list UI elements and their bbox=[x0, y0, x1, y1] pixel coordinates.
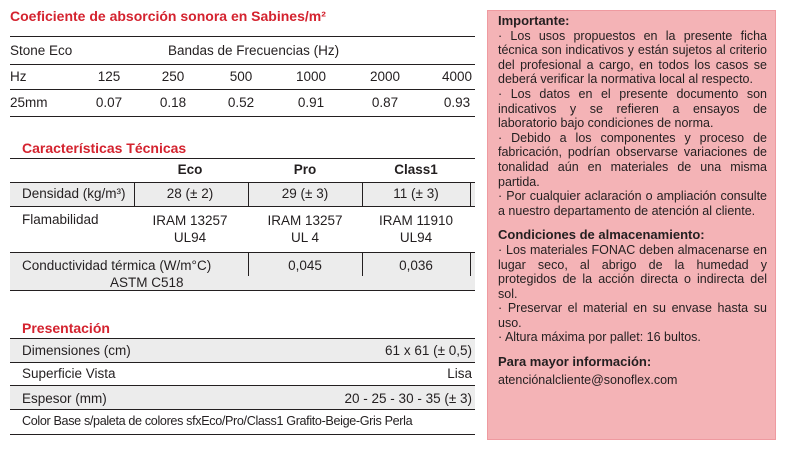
absorption-value: 0.91 bbox=[297, 95, 325, 110]
thickness-label: Espesor (mm) bbox=[22, 391, 107, 406]
conductivity-eco: 0,045 bbox=[288, 258, 322, 273]
important-item: · Debido a los componentes y proceso de fabricación, podrían observarse variaciones de tonalidad aún en materiales de una misma partida. bbox=[498, 130, 767, 189]
divider bbox=[10, 252, 475, 253]
column-header-class1: Class1 bbox=[394, 162, 438, 177]
divider bbox=[10, 409, 475, 410]
frequency-2000: 2000 bbox=[369, 69, 401, 84]
column-separator bbox=[134, 182, 135, 206]
divider bbox=[10, 385, 475, 386]
tech-title: Características Técnicas bbox=[22, 140, 187, 156]
column-separator bbox=[362, 252, 363, 276]
column-separator bbox=[248, 252, 249, 276]
absorption-value: 0.87 bbox=[371, 95, 399, 110]
conductivity-sublabel: ASTM C518 bbox=[110, 275, 184, 290]
divider bbox=[10, 362, 475, 363]
color-base-line: Color Base s/paleta de colores sfxEco/Pro/Class1 Grafito-Beige-Gris Perla bbox=[22, 414, 413, 428]
flammability-eco-line2: UL94 bbox=[173, 230, 207, 245]
divider bbox=[10, 64, 475, 65]
absorption-title: Coeficiente de absorción sonora en Sabines/m² bbox=[10, 8, 326, 24]
divider bbox=[10, 89, 475, 90]
absorption-value: 0.52 bbox=[227, 95, 255, 110]
important-item: · Los usos propuestos en la presente ficha técnica son indicativos y están sujetos al criterio del profesional a cargo, en todos los casos se deberá verificar la normativa local al respecto. bbox=[498, 28, 767, 87]
row-label-25mm: 25mm bbox=[10, 95, 48, 110]
frequency-1000: 1000 bbox=[295, 69, 327, 84]
important-item: · Por cualquier aclaración o ampliación consulte a nuestro departamento de atención al cliente. bbox=[498, 189, 767, 218]
density-pro: 29 (± 3) bbox=[281, 186, 329, 201]
divider bbox=[10, 206, 475, 207]
notes-panel bbox=[487, 10, 776, 440]
conductivity-class1: 0,036 bbox=[399, 258, 433, 273]
absorption-value: 0.07 bbox=[95, 95, 123, 110]
product-label: Stone Eco bbox=[10, 43, 73, 58]
absorption-value: 0.18 bbox=[159, 95, 187, 110]
density-eco: 28 (± 2) bbox=[166, 186, 214, 201]
flammability-class1-line2: UL94 bbox=[399, 230, 433, 245]
column-separator bbox=[362, 182, 363, 206]
divider bbox=[10, 338, 475, 339]
column-separator bbox=[470, 182, 471, 206]
dimensions-value: 61 x 61 (± 0,5) bbox=[385, 343, 472, 358]
divider bbox=[10, 36, 475, 37]
flammability-pro-line2: UL 4 bbox=[290, 230, 319, 245]
divider bbox=[10, 158, 475, 159]
info-title: Para mayor información: bbox=[498, 354, 652, 370]
column-separator bbox=[470, 252, 471, 276]
divider bbox=[10, 182, 475, 183]
surface-label: Superficie Vista bbox=[22, 366, 116, 381]
frequency-250: 250 bbox=[161, 69, 185, 84]
hz-label: Hz bbox=[10, 69, 27, 84]
flammability-class1 bbox=[364, 212, 468, 246]
column-header-eco: Eco bbox=[177, 162, 203, 177]
important-item: · Los datos en el presente documento son indicativos y se refieren a ensayos de laboratorio bajo condiciones de norma. bbox=[498, 86, 767, 131]
flammability-label: Flamabilidad bbox=[22, 212, 99, 227]
frequency-500: 500 bbox=[229, 69, 253, 84]
flammability-eco bbox=[134, 212, 246, 246]
frequency-4000: 4000 bbox=[441, 69, 473, 84]
divider bbox=[10, 434, 475, 435]
column-separator bbox=[248, 182, 249, 206]
contact-email[interactable]: atenciónalcliente@sonoflex.com bbox=[498, 372, 678, 387]
column-header-pro: Pro bbox=[293, 162, 317, 177]
important-title: Importante: bbox=[498, 13, 570, 28]
storage-item: · Altura máxima por pallet: 16 bultos. bbox=[498, 330, 701, 345]
storage-item: · Preservar el material en su envase hasta su uso. bbox=[498, 301, 767, 330]
flammability-pro-line1: IRAM 13257 bbox=[267, 213, 343, 228]
thickness-value: 20 - 25 - 30 - 35 (± 3) bbox=[344, 391, 472, 406]
density-label: Densidad (kg/m³) bbox=[22, 186, 126, 201]
presentation-title: Presentación bbox=[22, 320, 110, 336]
dimensions-label: Dimensiones (cm) bbox=[22, 343, 131, 358]
absorption-value: 0.93 bbox=[443, 95, 471, 110]
bands-label: Bandas de Frecuencias (Hz) bbox=[168, 43, 340, 58]
surface-value: Lisa bbox=[447, 366, 472, 381]
divider bbox=[10, 116, 475, 117]
flammability-class1-line1: IRAM 11910 bbox=[378, 213, 454, 228]
density-class1: 11 (± 3) bbox=[393, 186, 439, 201]
flammability-pro bbox=[250, 212, 360, 246]
storage-item: · Los materiales FONAC deben almacenarse en lugar seco, al abrigo de la humedad y protegidos de la acción directa o indirecta del sol. bbox=[498, 242, 767, 301]
divider bbox=[10, 290, 475, 291]
storage-title: Condiciones de almacenamiento: bbox=[498, 227, 705, 243]
frequency-125: 125 bbox=[97, 69, 121, 84]
flammability-eco-line1: IRAM 13257 bbox=[152, 213, 228, 228]
conductivity-label: Conductividad térmica (W/m°C) bbox=[22, 258, 212, 273]
